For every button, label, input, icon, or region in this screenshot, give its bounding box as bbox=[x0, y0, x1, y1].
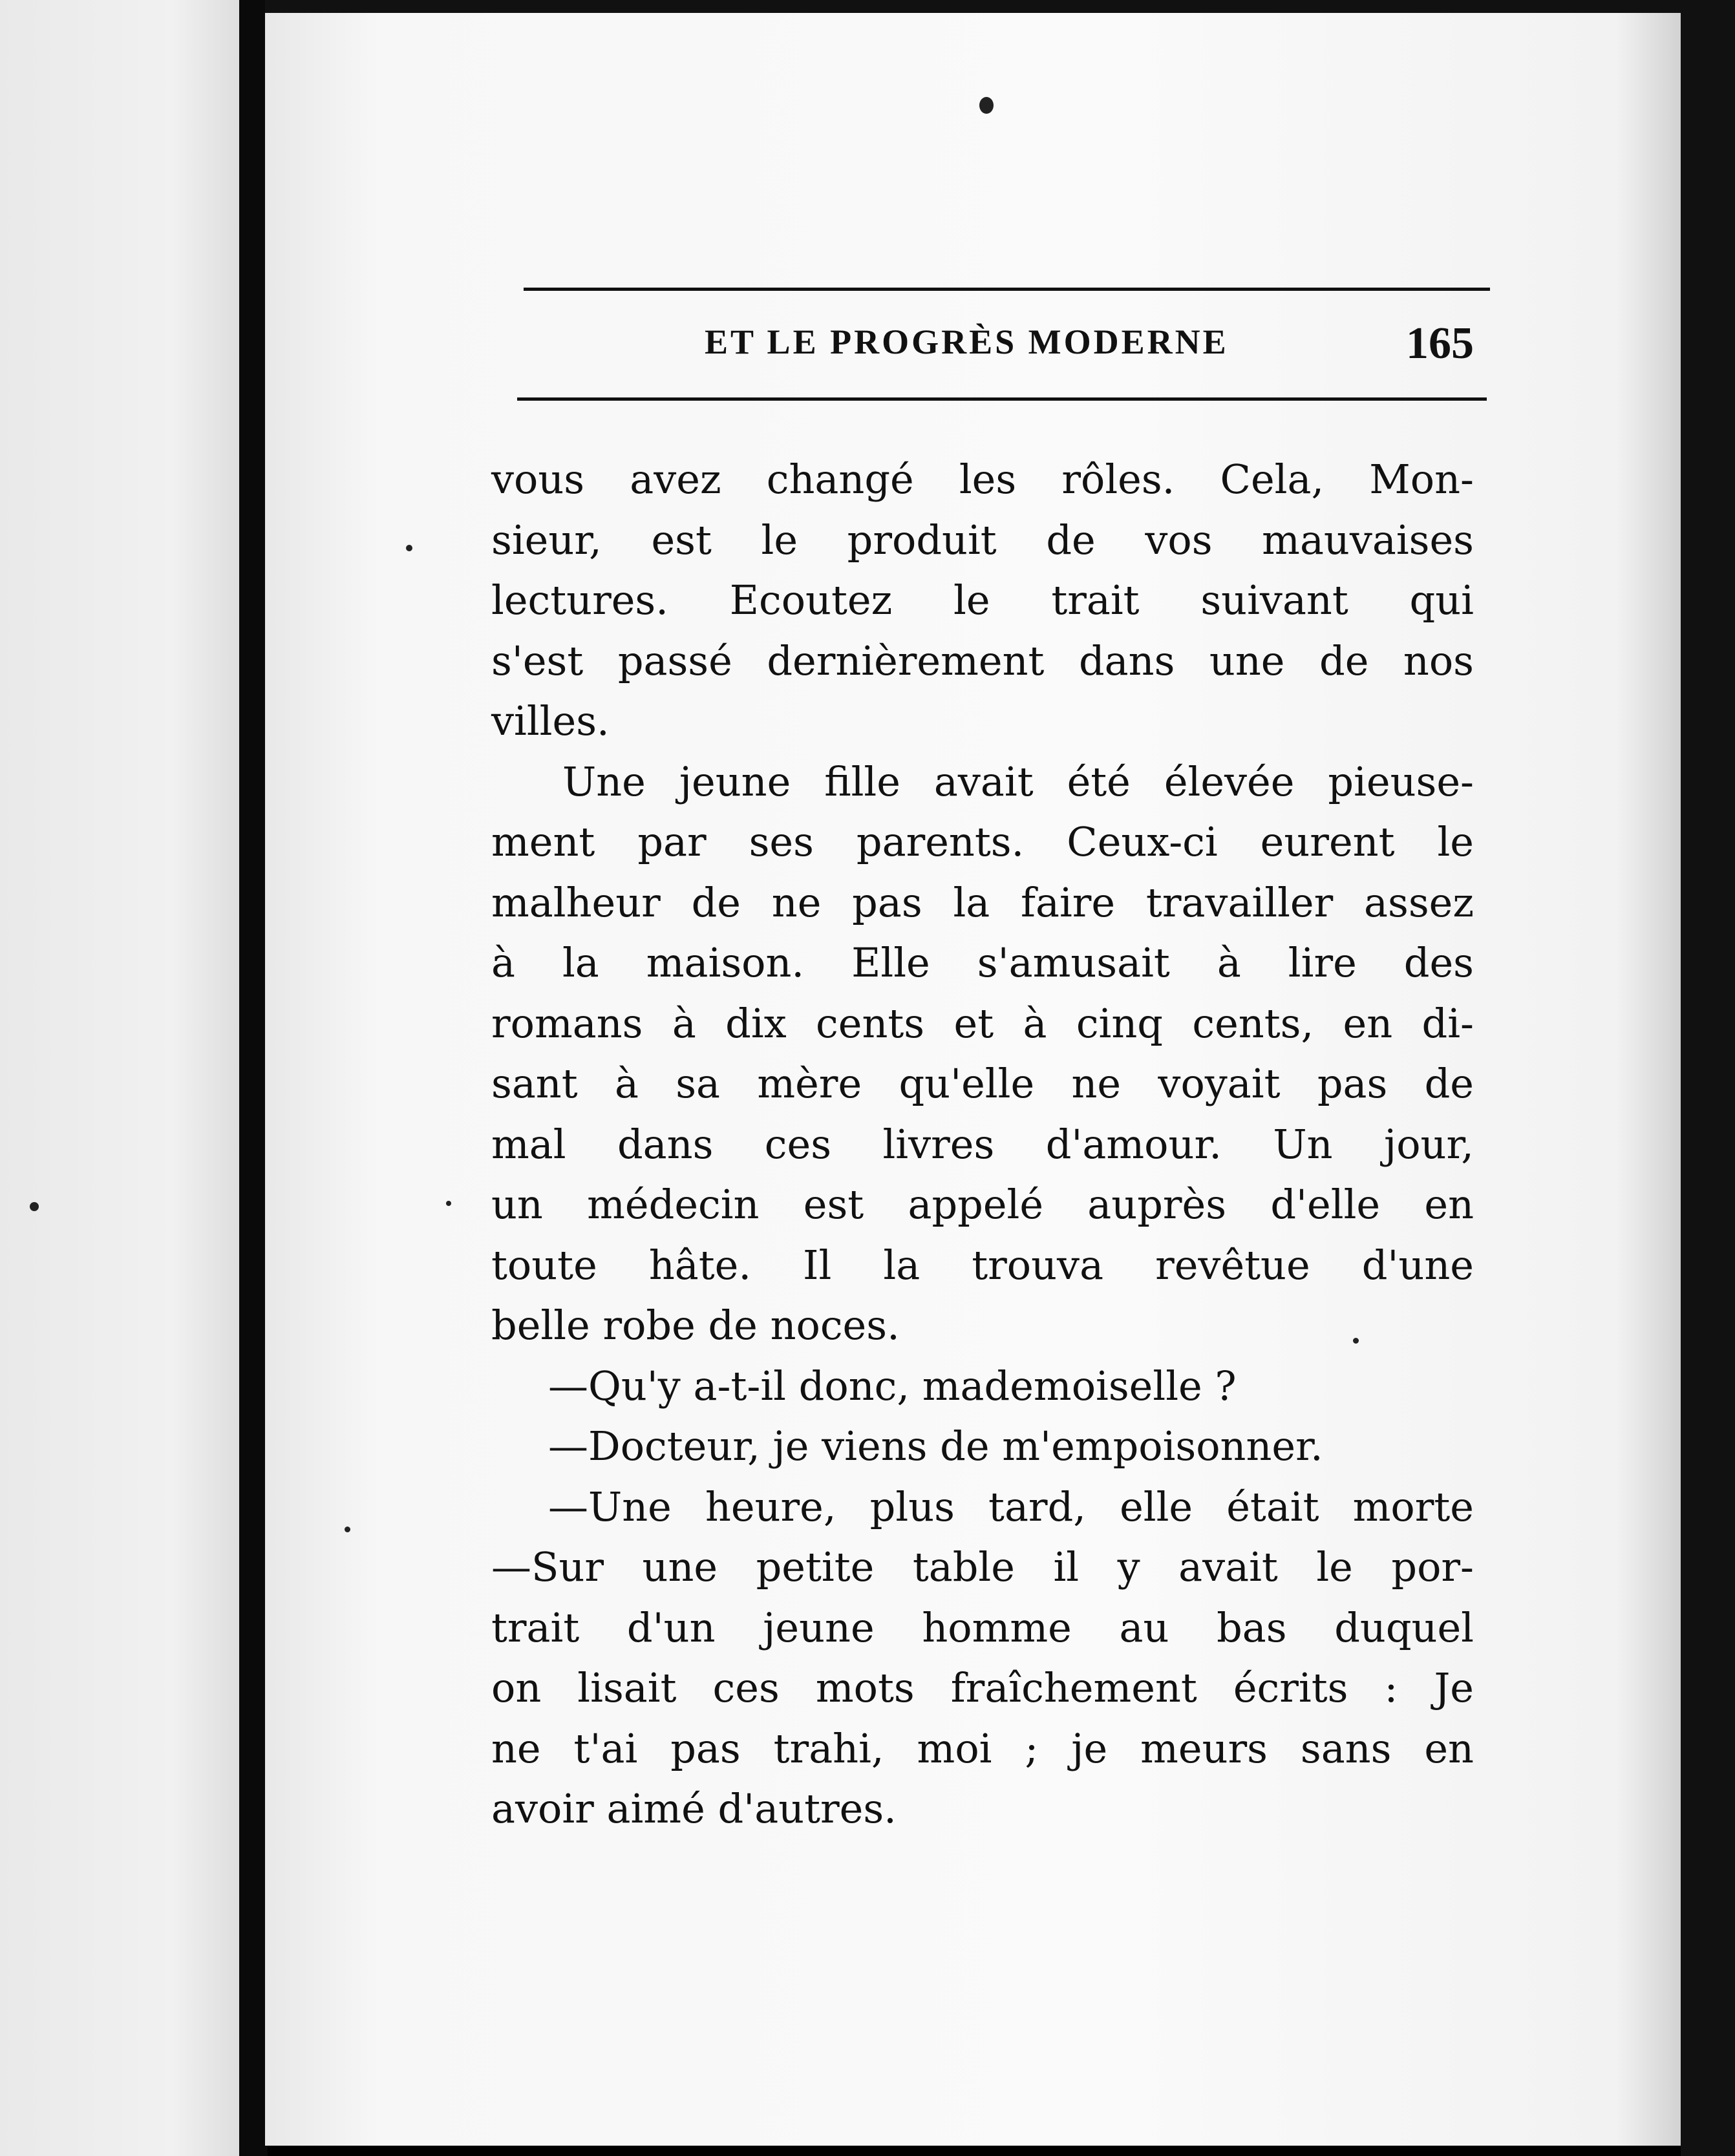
text-line: malheur de ne pas la faire travailler assez bbox=[491, 878, 1474, 926]
text-line: avoir aimé d'autres. bbox=[491, 1785, 897, 1832]
right-scan-edge bbox=[1681, 0, 1735, 2156]
text-line: mal dans ces livres d'amour. Un jour, bbox=[491, 1120, 1474, 1168]
scan-speck bbox=[345, 1527, 350, 1532]
text-line: sieur, est le produit de vos mauvaises bbox=[491, 516, 1474, 564]
scan-speck bbox=[446, 1201, 451, 1206]
text-line: belle robe de noces. bbox=[491, 1302, 900, 1349]
text-line: —Une heure, plus tard, elle était morte bbox=[548, 1483, 1474, 1530]
text-line: lectures. Ecoutez le trait suivant qui bbox=[491, 576, 1474, 624]
header-rule-bottom bbox=[517, 397, 1487, 401]
scan-speck bbox=[406, 545, 412, 551]
scan-speck bbox=[979, 97, 994, 114]
header-rule-top bbox=[524, 288, 1490, 291]
left-page-fragment bbox=[0, 0, 246, 2156]
page-number: 165 bbox=[1406, 319, 1474, 368]
text-line: trait d'un jeune homme au bas duquel bbox=[491, 1603, 1474, 1651]
scan-speck bbox=[30, 1202, 39, 1211]
text-line: toute hâte. Il la trouva revêtue d'une bbox=[491, 1241, 1474, 1289]
text-line: romans à dix cents et à cinq cents, en di- bbox=[491, 999, 1474, 1047]
scan-speck bbox=[1353, 1338, 1359, 1344]
text-line: vous avez changé les rôles. Cela, Mon- bbox=[491, 456, 1474, 503]
text-line: un médecin est appelé auprès d'elle en bbox=[491, 1181, 1474, 1228]
text-line: —Qu'y a-t-il donc, mademoiselle ? bbox=[548, 1362, 1237, 1410]
binding-gutter bbox=[239, 0, 268, 2156]
text-line: sant à sa mère qu'elle ne voyait pas de bbox=[491, 1060, 1474, 1107]
text-line: à la maison. Elle s'amusait à lire des bbox=[491, 939, 1474, 986]
text-line: on lisait ces mots fraîchement écrits : Je bbox=[491, 1664, 1474, 1711]
text-line: Une jeune fille avait été élevée pieuse- bbox=[562, 757, 1474, 805]
text-line: —Docteur, je viens de m'empoisonner. bbox=[548, 1422, 1323, 1470]
running-title: ET LE PROGRÈS MODERNE bbox=[705, 322, 1229, 361]
text-line: ment par ses parents. Ceux-ci eurent le bbox=[491, 818, 1474, 865]
body-text bbox=[491, 449, 1474, 1839]
text-line: —Sur une petite table il y avait le por- bbox=[491, 1543, 1474, 1591]
text-line: ne t'ai pas trahi, moi ; je meurs sans en bbox=[491, 1724, 1474, 1772]
text-line: s'est passé dernièrement dans une de nos bbox=[491, 637, 1474, 684]
text-line: villes. bbox=[491, 697, 610, 745]
